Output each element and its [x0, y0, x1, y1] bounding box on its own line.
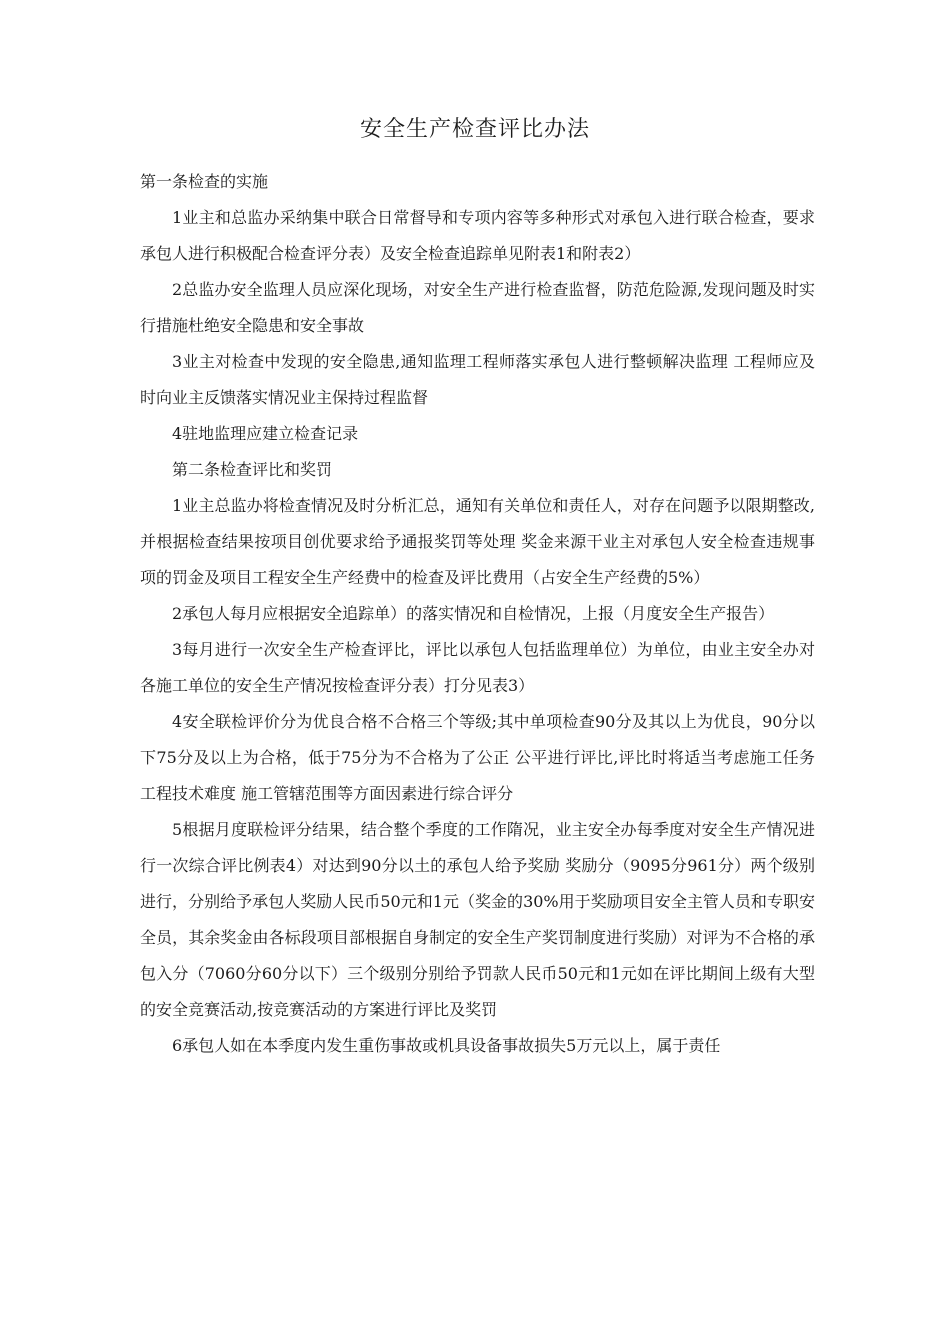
paragraph: 6承包人如在本季度内发生重伤事故或机具设备事故损失5万元以上，属于责任	[172, 1036, 721, 1055]
paragraph: 5根据月度联检评分结果，结合整个季度的工作隋况，业主安全办每季度对安全生产情况进行一次综合评比例表4）对达到90分以土的承包人给予奖励 奖励分（9095分961分）两个级别进行，分别给予承包人奖励人民币50元和1元（奖金的30%用于奖励项目安全主管人员和专职安全员，其余奖金由各标段项目部根据自身制定的安全生产奖罚制度进行奖励）对评为不合格的承包入分（7060分60分以下）三个级别分别给予罚款人民币50元和1元如在评比期间上级有大型的安全竞赛活动,按竞赛活动的方案进行评比及奖罚	[140, 820, 815, 1019]
paragraph: 1业主和总监办采纳集中联合日常督导和专项内容等多种形式对承包入进行联合检查，要求承包人进行积极配合检查评分表）及安全检查追踪单见附表1和附表2）	[140, 208, 815, 263]
paragraph: 4安全联检评价分为优良合格不合格三个等级;其中单项检查90分及其以上为优良，90分以下75分及以上为合格，低于75分为不合格为了公正 公平进行评比,评比时将适当考虑施工任务 工程技术难度 施工管辖范围等方面因素进行综合评分	[140, 712, 815, 803]
section-heading-2: 第二条检查评比和奖罚	[172, 460, 333, 479]
paragraph: 4驻地监理应建立检查记录	[172, 424, 359, 443]
document-title: 安全生产检查评比办法	[359, 117, 590, 142]
section-heading-1: 第一条检查的实施	[140, 172, 269, 191]
paragraph: 3每月进行一次安全生产检查评比，评比以承包人包括监理单位）为单位，由业主安全办对各施工单位的安全生产情况按检查评分表）打分见表3）	[140, 640, 815, 695]
paragraph: 3业主对检查中发现的安全隐患,通知监理工程师落实承包人进行整顿解决监理 工程师应及时向业主反馈落实情况业主保持过程监督	[140, 352, 815, 407]
paragraph: 2总监办安全监理人员应深化现场，对安全生产进行检查监督，防范危险源,发现问题及时实行措施杜绝安全隐患和安全事故	[140, 280, 815, 335]
paragraph: 1业主总监办将检查情况及时分析汇总，通知有关单位和责任人，对存在问题予以限期整改,并根据检查结果按项目创优要求给予通报奖罚等处理 奖金来源干业主对承包人安全检查违规事项的罚金及项目工程安全生产经费中的检查及评比费用（占安全生产经费的5%）	[140, 496, 815, 587]
document-body	[140, 164, 815, 1064]
paragraph: 2承包人每月应根据安全追踪单）的落实情况和自检情况，上报（月度安全生产报告）	[172, 604, 775, 623]
